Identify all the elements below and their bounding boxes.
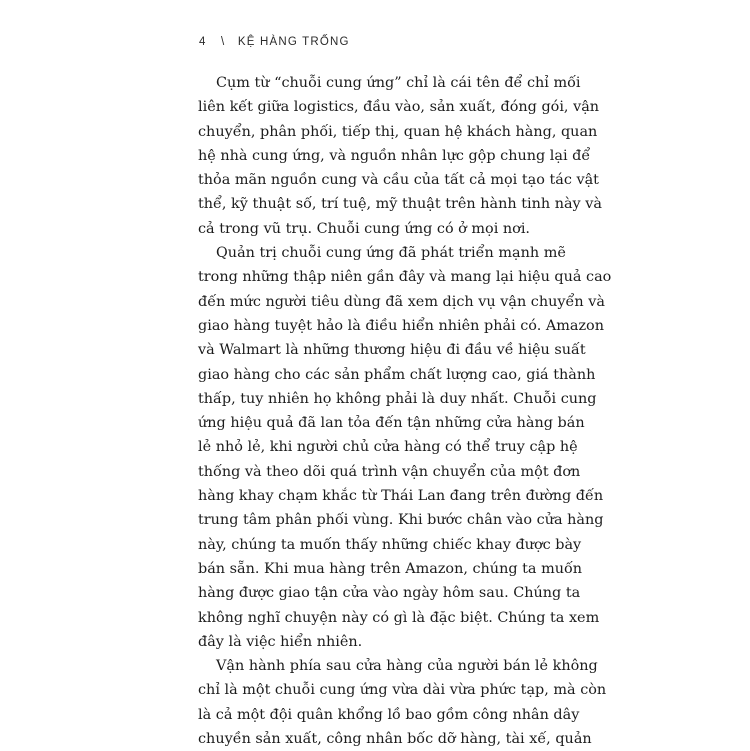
body-text [198, 71, 612, 751]
text-line: đây là việc hiển nhiên. [198, 633, 363, 650]
text-line: giao hàng cho các sản phẩm chất lượng cao, giá thành [198, 366, 596, 383]
text-line: hệ nhà cung ứng, và nguồn nhân lực gộp chung lại để [198, 147, 591, 164]
running-header [199, 36, 350, 48]
text-line: thể, kỹ thuật số, trí tuệ, mỹ thuật trên hành tinh này và [198, 196, 602, 213]
text-line: Quản trị chuỗi cung ứng đã phát triển mạnh mẽ [216, 245, 566, 262]
text-line: Vận hành phía sau cửa hàng của người bán lẻ không [216, 658, 598, 675]
text-line: thống và theo dõi quá trình vận chuyển của một đơn [198, 463, 581, 480]
text-line: đến mức người tiêu dùng đã xem dịch vụ vận chuyển và [198, 293, 605, 310]
text-line: chuyển, phân phối, tiếp thị, quan hệ khách hàng, quan [198, 123, 598, 140]
page-number: 4 [199, 36, 207, 48]
paragraph-1 [198, 71, 602, 241]
text-line: và Walmart là những thương hiệu đi đầu về hiệu suất [198, 342, 586, 359]
paragraph-2 [198, 241, 612, 654]
text-line: trung tâm phân phối vùng. Khi bước chân vào cửa hàng [198, 512, 604, 529]
text-line: lẻ nhỏ lẻ, khi người chủ cửa hàng có thể truy cập hệ [198, 439, 578, 456]
text-line: giao hàng tuyệt hảo là điều hiển nhiên phải có. Amazon [198, 317, 604, 334]
paragraph-3 [198, 654, 607, 751]
text-line: ứng hiệu quả đã lan tỏa đến tận những cửa hàng bán [198, 415, 585, 432]
header-separator: \ [221, 36, 226, 48]
text-line: chỉ là một chuỗi cung ứng vừa dài vừa phức tạp, mà còn [198, 682, 607, 699]
text-line: thỏa mãn nguồn cung và cầu của tất cả mọi tạo tác vật [198, 172, 599, 189]
text-line: Cụm từ “chuỗi cung ứng” chỉ là cái tên để chỉ mối [216, 75, 581, 91]
text-line: hàng khay chạm khắc từ Thái Lan đang trên đường đến [198, 488, 604, 505]
text-line: không nghĩ chuyện này có gì là đặc biệt. Chúng ta xem [198, 609, 600, 626]
text-line: trong những thập niên gần đây và mang lại hiệu quả cao [198, 269, 612, 286]
text-line: cả trong vũ trụ. Chuỗi cung ứng có ở mọi nơi. [198, 220, 531, 237]
text-line: thấp, tuy nhiên họ không phải là duy nhất. Chuỗi cung [198, 390, 597, 407]
text-line: bán sẵn. Khi mua hàng trên Amazon, chúng ta muốn [198, 560, 583, 577]
text-line: liên kết giữa logistics, đầu vào, sản xuất, đóng gói, vận [198, 99, 600, 116]
text-line: hàng được giao tận cửa vào ngày hôm sau. Chúng ta [198, 585, 581, 602]
text-line: này, chúng ta muốn thấy những chiếc khay được bày [198, 536, 582, 553]
text-line: chuyền sản xuất, công nhân bốc dỡ hàng, tài xế, quản [198, 731, 592, 748]
chapter-title: KỆ HÀNG TRỐNG [237, 36, 350, 48]
text-line: là cả một đội quân khổng lồ bao gồm công nhân dây [198, 706, 580, 723]
